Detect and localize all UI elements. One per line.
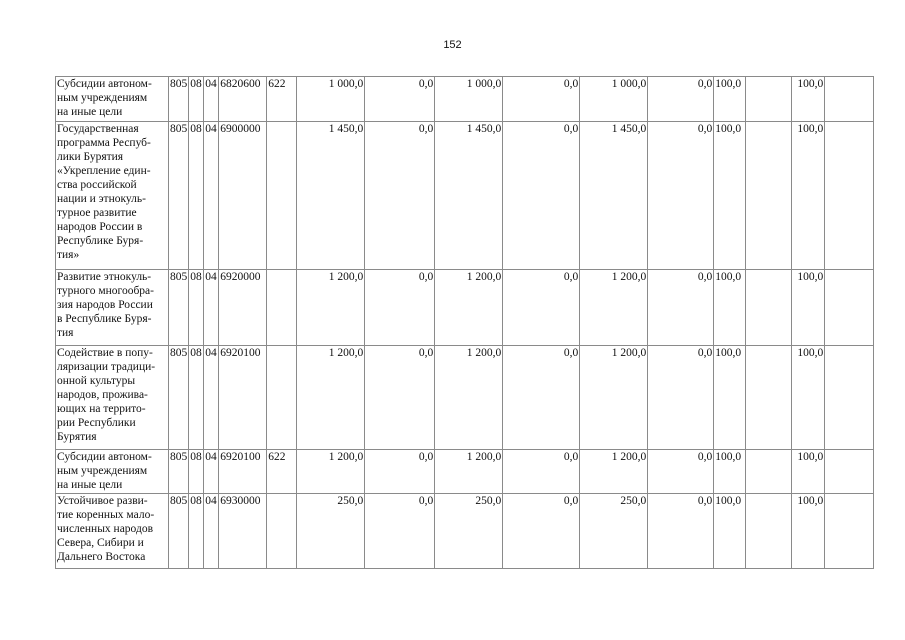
row-name-line: Развитие этнокуль- xyxy=(57,271,152,283)
row-name-line: Государственная xyxy=(57,123,139,135)
table-row xyxy=(56,450,874,494)
subsection-code-cell: 04 xyxy=(204,122,219,270)
change-amount-cell: 0,0 xyxy=(365,346,435,450)
row-name-line: Содействие в попу- xyxy=(57,347,153,359)
subsection-code-cell: 04 xyxy=(204,77,219,122)
section-code-cell: 08 xyxy=(189,450,204,494)
row-name-line: онной культуры xyxy=(57,375,136,387)
approved-amount-cell: 1 200,0 xyxy=(297,450,365,494)
target-code-cell: 6820600 xyxy=(219,77,267,122)
empty-cell xyxy=(746,494,792,569)
approved-amount-cell: 1 000,0 xyxy=(297,77,365,122)
row-name-line: народов России в xyxy=(57,221,143,233)
empty-cell xyxy=(746,346,792,450)
table-row xyxy=(56,494,874,569)
executed-amount-cell: 1 000,0 xyxy=(580,77,648,122)
table-row xyxy=(56,346,874,450)
subsection-code-cell: 04 xyxy=(204,494,219,569)
federal-executed-cell: 0,0 xyxy=(648,122,714,270)
table-row xyxy=(56,270,874,346)
row-name-line: ства российской xyxy=(57,179,137,191)
row-name-line: турное развитие xyxy=(57,207,137,219)
federal-executed-cell: 0,0 xyxy=(648,494,714,569)
executed-amount-cell: 1 200,0 xyxy=(580,270,648,346)
federal-amount-cell: 0,0 xyxy=(503,77,580,122)
refined-amount-cell: 1 200,0 xyxy=(435,270,503,346)
federal-executed-cell: 0,0 xyxy=(648,346,714,450)
percent-execution-cell: 100,0 xyxy=(714,346,746,450)
section-code-cell: 08 xyxy=(189,346,204,450)
percent-execution-cell: 100,0 xyxy=(714,270,746,346)
empty-cell xyxy=(825,494,874,569)
executed-amount-cell: 1 450,0 xyxy=(580,122,648,270)
executed-amount-cell: 1 200,0 xyxy=(580,346,648,450)
federal-amount-cell: 0,0 xyxy=(503,494,580,569)
ministry-code-cell: 805 xyxy=(169,122,189,270)
refined-amount-cell: 1 450,0 xyxy=(435,122,503,270)
federal-amount-cell: 0,0 xyxy=(503,346,580,450)
subsection-code-cell: 04 xyxy=(204,270,219,346)
subsection-code-cell: 04 xyxy=(204,450,219,494)
percent-execution-cell: 100,0 xyxy=(714,494,746,569)
row-name-line: турного многообра- xyxy=(57,285,154,297)
percent-execution-total-cell: 100,0 xyxy=(792,270,825,346)
ministry-code-cell: 805 xyxy=(169,494,189,569)
row-name-line: ным учреждениям xyxy=(57,92,148,104)
budget-table xyxy=(55,76,874,569)
empty-cell xyxy=(825,122,874,270)
empty-cell xyxy=(825,270,874,346)
empty-cell xyxy=(746,77,792,122)
ministry-code-cell: 805 xyxy=(169,346,189,450)
section-code-cell: 08 xyxy=(189,77,204,122)
row-name-line: на иные цели xyxy=(57,479,123,491)
change-amount-cell: 0,0 xyxy=(365,494,435,569)
federal-amount-cell: 0,0 xyxy=(503,270,580,346)
empty-cell xyxy=(746,122,792,270)
percent-execution-total-cell: 100,0 xyxy=(792,494,825,569)
change-amount-cell: 0,0 xyxy=(365,450,435,494)
executed-amount-cell: 1 200,0 xyxy=(580,450,648,494)
row-name-line: Субсидии автоном- xyxy=(57,78,152,90)
percent-execution-total-cell: 100,0 xyxy=(792,346,825,450)
row-name-line: лики Бурятия xyxy=(57,151,124,163)
refined-amount-cell: 1 000,0 xyxy=(435,77,503,122)
approved-amount-cell: 1 200,0 xyxy=(297,346,365,450)
expense-type-cell: 622 xyxy=(267,77,297,122)
federal-executed-cell: 0,0 xyxy=(648,77,714,122)
empty-cell xyxy=(746,450,792,494)
approved-amount-cell: 250,0 xyxy=(297,494,365,569)
refined-amount-cell: 1 200,0 xyxy=(435,450,503,494)
percent-execution-total-cell: 100,0 xyxy=(792,450,825,494)
target-code-cell: 6920100 xyxy=(219,450,267,494)
target-code-cell: 6930000 xyxy=(219,494,267,569)
target-code-cell: 6900000 xyxy=(219,122,267,270)
row-name-line: ным учреждениям xyxy=(57,465,148,477)
row-name-line: нации и этнокуль- xyxy=(57,193,146,205)
row-name-line: Дальнего Востока xyxy=(57,551,146,563)
row-name-line: на иные цели xyxy=(57,106,123,118)
row-name-line: тие коренных мало- xyxy=(57,509,155,521)
refined-amount-cell: 250,0 xyxy=(435,494,503,569)
row-name-line: численных народов xyxy=(57,523,154,535)
row-name-cell xyxy=(56,122,169,270)
row-name-cell xyxy=(56,450,169,494)
row-name-line: тия xyxy=(57,327,74,339)
row-name-line: народов, прожива- xyxy=(57,389,148,401)
ministry-code-cell: 805 xyxy=(169,450,189,494)
change-amount-cell: 0,0 xyxy=(365,270,435,346)
row-name-line: Севера, Сибири и xyxy=(57,537,144,549)
page-number: 152 xyxy=(443,39,462,51)
federal-executed-cell: 0,0 xyxy=(648,450,714,494)
row-name-cell xyxy=(56,494,169,569)
row-name-line: ляризации традици- xyxy=(57,361,156,373)
row-name-line: Субсидии автоном- xyxy=(57,451,152,463)
percent-execution-cell: 100,0 xyxy=(714,77,746,122)
percent-execution-total-cell: 100,0 xyxy=(792,77,825,122)
expense-type-cell xyxy=(267,270,297,346)
row-name-line: рии Республики xyxy=(57,417,136,429)
approved-amount-cell: 1 450,0 xyxy=(297,122,365,270)
row-name-line: тия» xyxy=(57,249,80,261)
federal-amount-cell: 0,0 xyxy=(503,450,580,494)
percent-execution-cell: 100,0 xyxy=(714,122,746,270)
ministry-code-cell: 805 xyxy=(169,270,189,346)
approved-amount-cell: 1 200,0 xyxy=(297,270,365,346)
empty-cell xyxy=(825,346,874,450)
expense-type-cell xyxy=(267,346,297,450)
row-name-line: программа Респуб- xyxy=(57,137,151,149)
expense-type-cell: 622 xyxy=(267,450,297,494)
target-code-cell: 6920100 xyxy=(219,346,267,450)
percent-execution-total-cell: 100,0 xyxy=(792,122,825,270)
change-amount-cell: 0,0 xyxy=(365,77,435,122)
row-name-cell xyxy=(56,77,169,122)
subsection-code-cell: 04 xyxy=(204,346,219,450)
empty-cell xyxy=(825,450,874,494)
row-name-cell xyxy=(56,346,169,450)
row-name-line: ющих на террито- xyxy=(57,403,146,415)
percent-execution-cell: 100,0 xyxy=(714,450,746,494)
expense-type-cell xyxy=(267,122,297,270)
federal-executed-cell: 0,0 xyxy=(648,270,714,346)
section-code-cell: 08 xyxy=(189,270,204,346)
row-name-cell xyxy=(56,270,169,346)
empty-cell xyxy=(746,270,792,346)
change-amount-cell: 0,0 xyxy=(365,122,435,270)
table-row xyxy=(56,77,874,122)
table-row xyxy=(56,122,874,270)
executed-amount-cell: 250,0 xyxy=(580,494,648,569)
expense-type-cell xyxy=(267,494,297,569)
section-code-cell: 08 xyxy=(189,494,204,569)
federal-amount-cell: 0,0 xyxy=(503,122,580,270)
empty-cell xyxy=(825,77,874,122)
row-name-line: Республике Буря- xyxy=(57,235,144,247)
row-name-line: Бурятия xyxy=(57,431,97,443)
row-name-line: «Укрепление един- xyxy=(57,165,151,177)
target-code-cell: 6920000 xyxy=(219,270,267,346)
ministry-code-cell: 805 xyxy=(169,77,189,122)
row-name-line: в Республике Буря- xyxy=(57,313,152,325)
row-name-line: зия народов России xyxy=(57,299,153,311)
refined-amount-cell: 1 200,0 xyxy=(435,346,503,450)
row-name-line: Устойчивое разви- xyxy=(57,495,148,507)
section-code-cell: 08 xyxy=(189,122,204,270)
